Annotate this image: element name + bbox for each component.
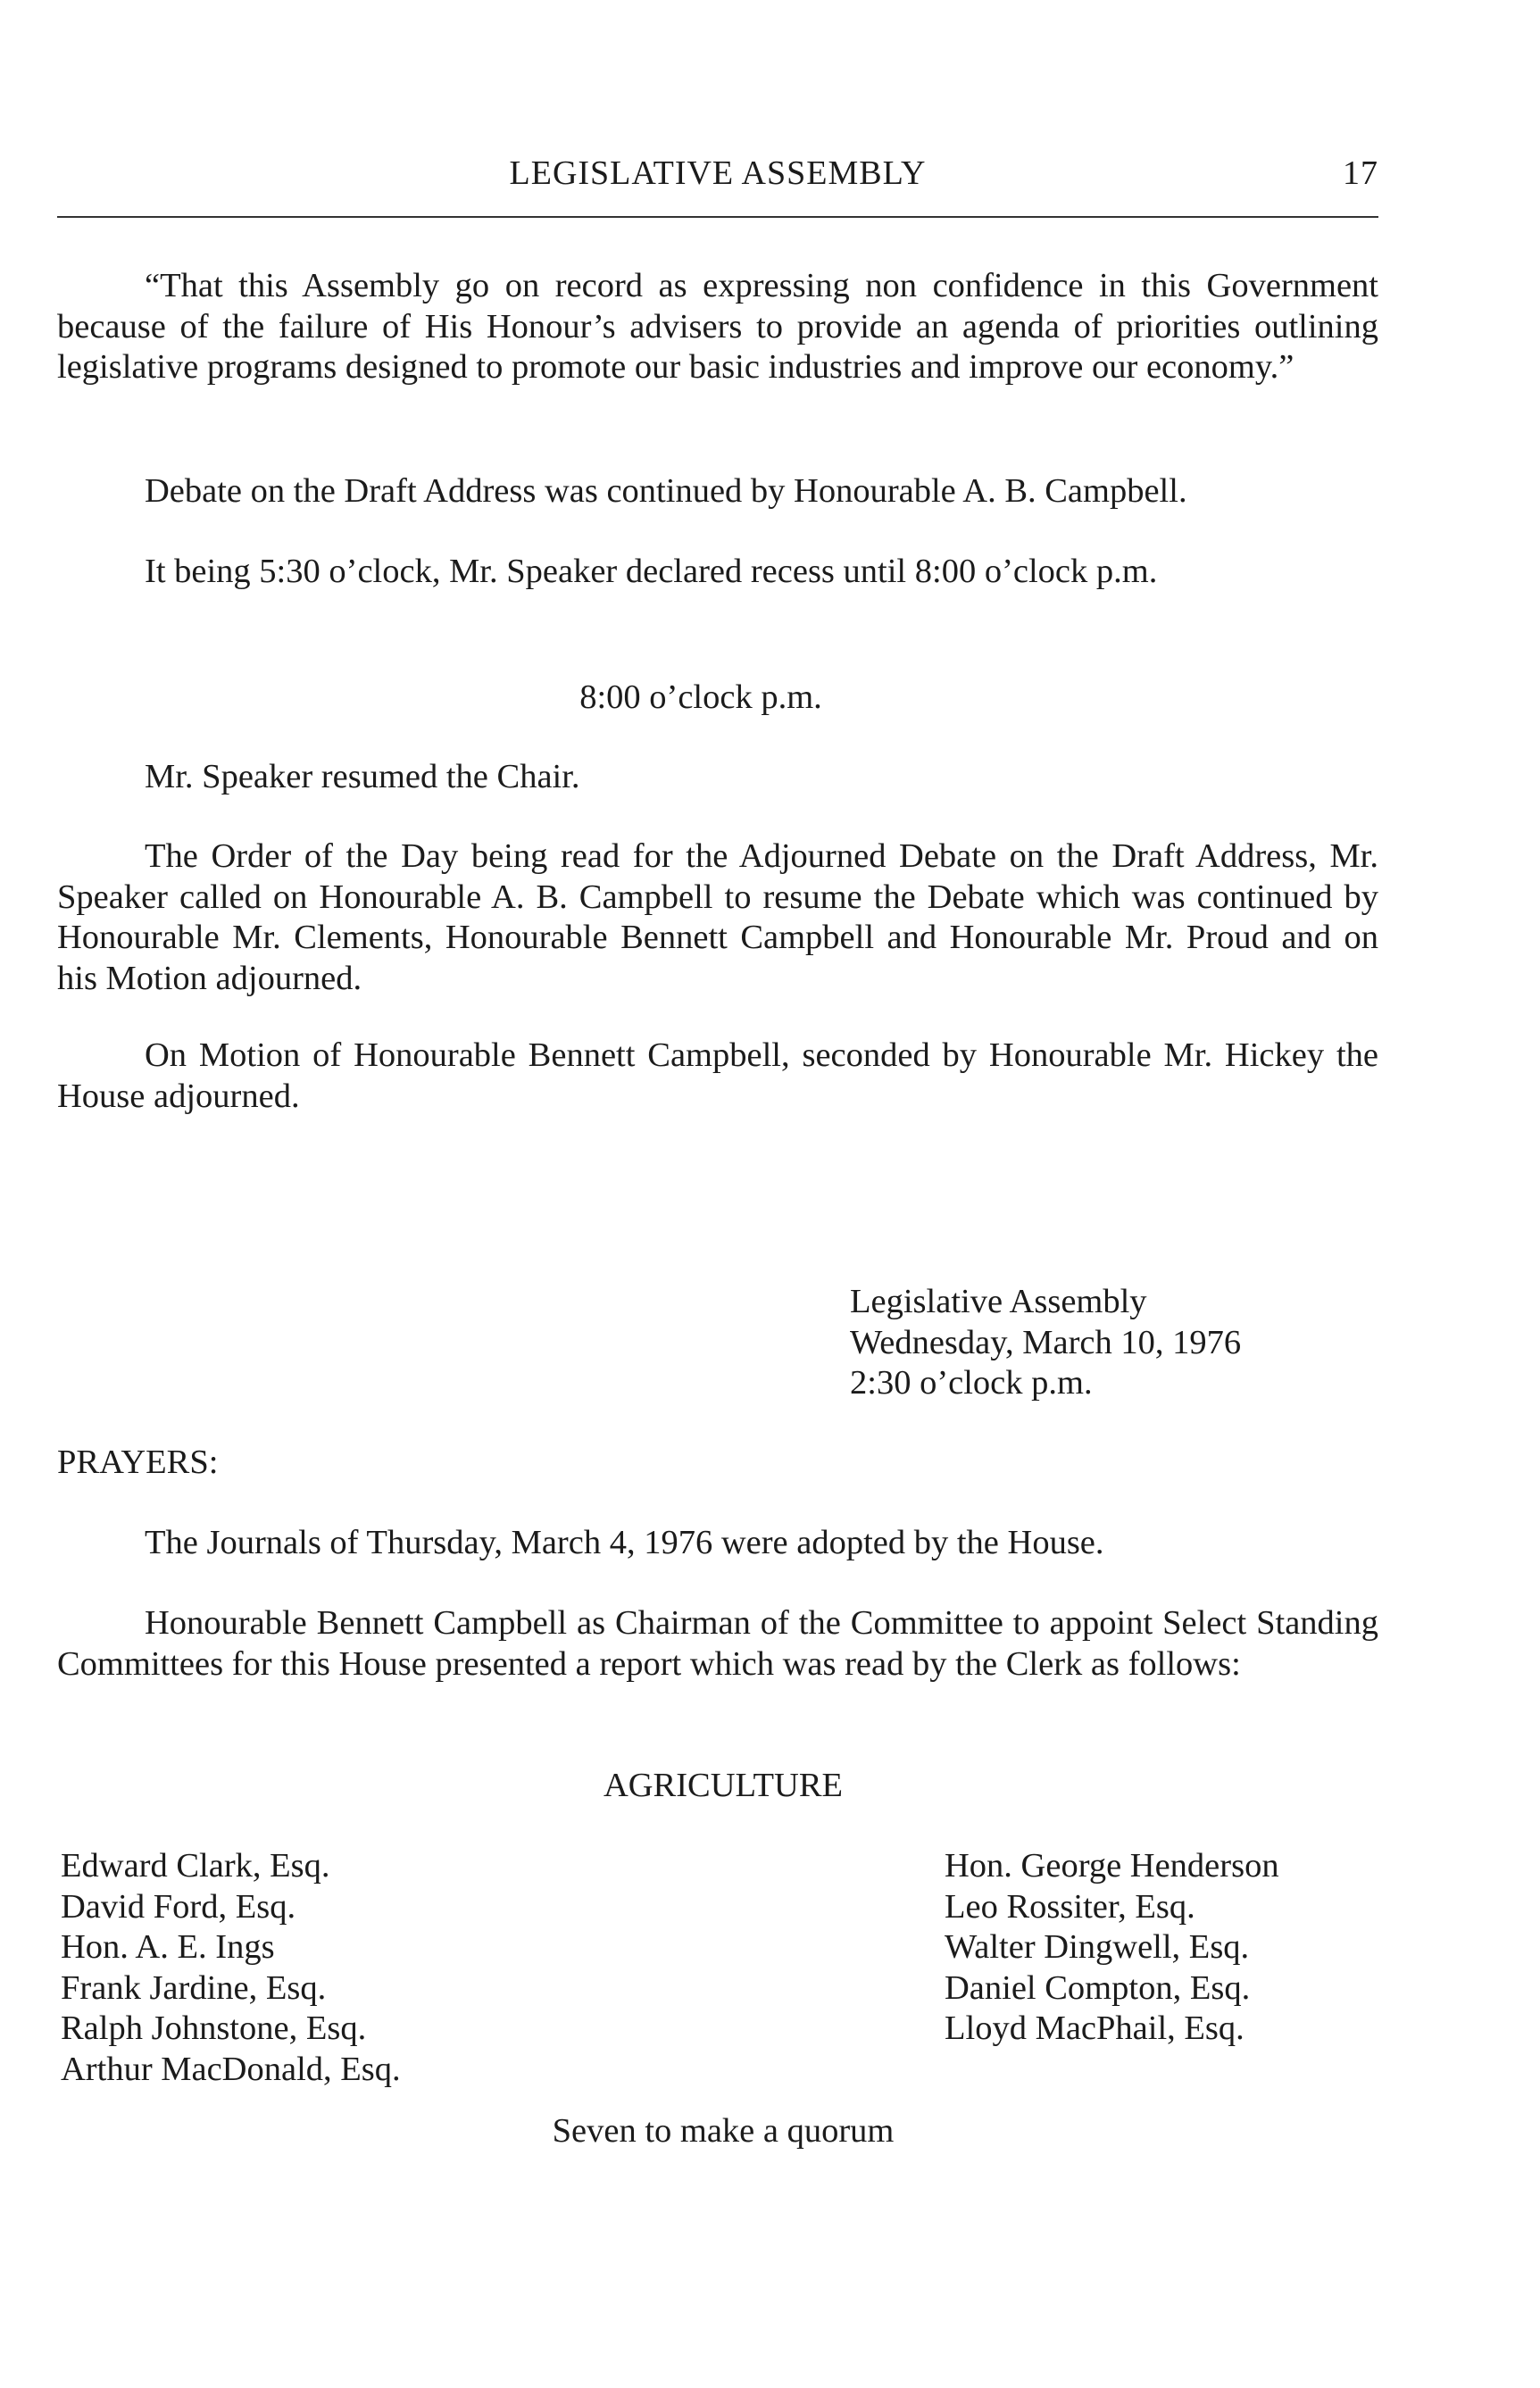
sitting-heading — [850, 1282, 1241, 1404]
member-entry: Walter Dingwell, Esq. — [945, 1928, 1250, 1966]
committee-members-right — [945, 1846, 1279, 2050]
motion-quote-paragraph: “That this Assembly go on record as expressing non confidence in this Government because of the failure of His Honour’s advisers to provide an agenda of priorities outlining legislative programs designed to promote our basic industries and improve our economy.” — [57, 267, 1378, 386]
prayers-label: PRAYERS: — [57, 1444, 219, 1481]
header-rule — [57, 216, 1378, 218]
member-entry: Frank Jardine, Esq. — [61, 1968, 327, 2007]
report-paragraph: Honourable Bennett Campbell as Chairman of the Committee to appoint Select Standing Committees for this House presented a report which was read by the Clerk as follows: — [57, 1604, 1378, 1683]
page-header — [57, 154, 1378, 198]
member-entry: Arthur MacDonald, Esq. — [61, 2050, 401, 2088]
member-entry: David Ford, Esq. — [61, 1887, 296, 1926]
member-entry: Daniel Compton, Esq. — [945, 1968, 1251, 2007]
member-entry: Hon. George Henderson — [945, 1847, 1279, 1885]
sitting-place: Legislative Assembly — [850, 1283, 1147, 1320]
speaker-resumed-line: Mr. Speaker resumed the Chair. — [145, 758, 580, 795]
member-entry: Hon. A. E. Ings — [61, 1928, 275, 1966]
recess-line: It being 5:30 o’clock, Mr. Speaker declared recess until 8:00 o’clock p.m. — [145, 553, 1158, 590]
member-entry: Ralph Johnstone, Esq. — [61, 2009, 367, 2047]
running-title: LEGISLATIVE ASSEMBLY — [509, 154, 927, 192]
debate-continued-line: Debate on the Draft Address was continued by Honourable A. B. Campbell. — [145, 472, 1187, 510]
page-number: 17 — [1343, 154, 1378, 192]
adjourned-paragraph: On Motion of Honourable Bennett Campbell, seconded by Honourable Mr. Hickey the House adjourned. — [57, 1036, 1378, 1115]
journals-line: The Journals of Thursday, March 4, 1976 were adopted by the House. — [145, 1524, 1104, 1561]
sitting-time: 2:30 o’clock p.m. — [850, 1364, 1093, 1402]
sitting-date: Wednesday, March 10, 1976 — [850, 1323, 1242, 1361]
evening-time-heading: 8:00 o’clock p.m. — [579, 678, 822, 716]
quorum-line: Seven to make a quorum — [552, 2112, 895, 2150]
member-entry: Lloyd MacPhail, Esq. — [945, 2009, 1244, 2047]
committee-members-left — [61, 1846, 401, 2090]
committee-heading: AGRICULTURE — [603, 1767, 844, 1804]
member-entry: Edward Clark, Esq. — [61, 1847, 330, 1885]
member-entry: Leo Rossiter, Esq. — [945, 1887, 1195, 1926]
order-of-day-paragraph: The Order of the Day being read for the Adjourned Debate on the Draft Address, Mr. Speaker called on Honourable A. B. Campbell to resume the Debate which was continued by Honourable Mr. Clements, Honourable Bennett Campbell and Honourable Mr. Proud and on his Motion adjourned. — [57, 837, 1378, 997]
